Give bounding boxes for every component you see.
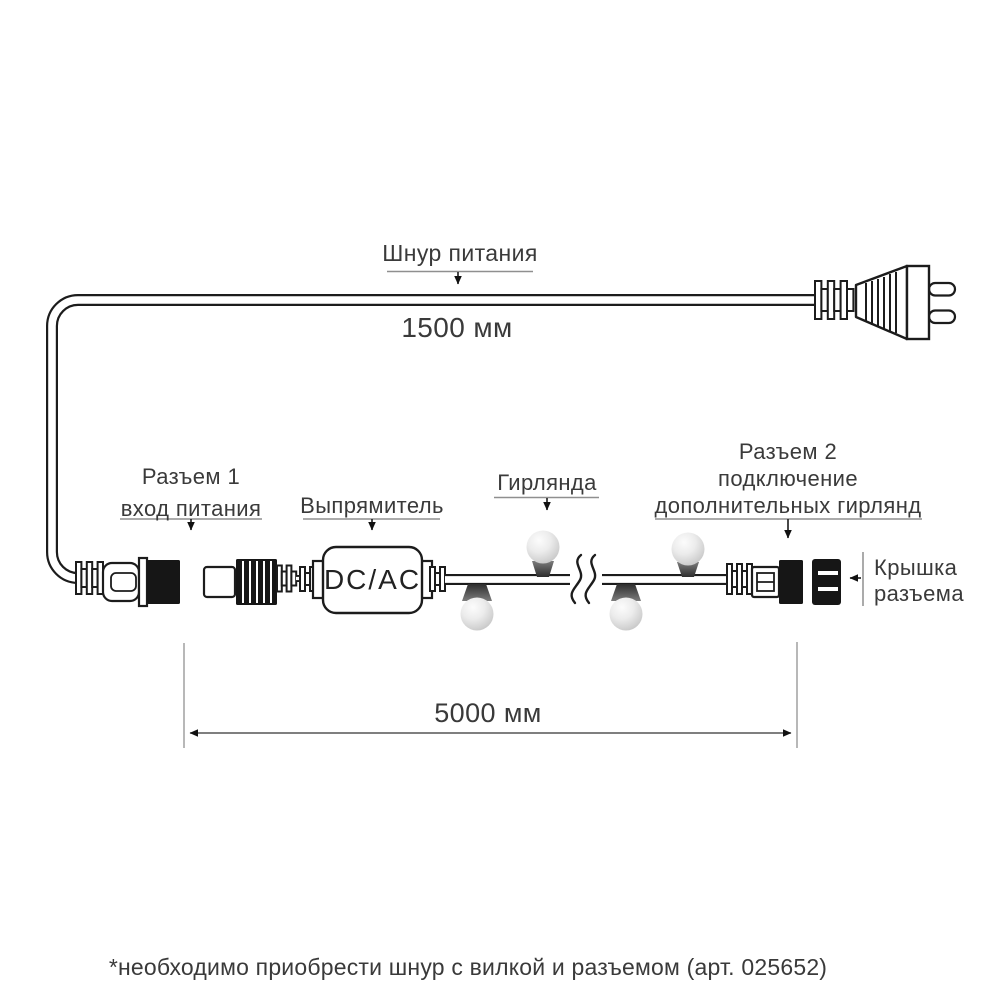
connector2-label-line3: дополнительных гирлянд [654, 493, 922, 518]
rectifier-label: Выпрямитель [300, 493, 444, 518]
bulb-up-1 [527, 531, 560, 578]
garland-length: 5000 мм [434, 698, 542, 728]
power-cord-label: Шнур питания [382, 240, 538, 266]
bulb-up-2 [672, 533, 705, 578]
rectifier-box-text: DC/AC [323, 564, 422, 595]
strain-relief-connector1 [76, 562, 103, 594]
rectifier-box [300, 547, 445, 613]
connector-cap-label [874, 555, 964, 607]
connector1-label-line2: вход питания [120, 496, 262, 521]
connector2-label-line1: Разъем 2 [738, 439, 838, 464]
connector2-label-line2: подключение [718, 466, 858, 491]
connector1-male [204, 559, 302, 605]
power-cord-length: 1500 мм [401, 312, 513, 343]
dimension-5000 [184, 642, 797, 748]
connector1-label [121, 461, 262, 525]
connector1-female [103, 558, 180, 606]
power-plug [815, 266, 955, 339]
cable-break-symbol [570, 555, 602, 603]
bulb-down-1 [461, 584, 494, 631]
plug-prong-top [929, 283, 955, 296]
garland-string [445, 531, 729, 631]
connector-cap-label-line2: разъема [874, 581, 964, 606]
bulb-down-2 [610, 584, 643, 631]
connector-cap [812, 559, 841, 605]
connector1-label-line1: Разъем 1 [141, 464, 241, 489]
garland-label: Гирлянда [497, 470, 597, 495]
connector2-label [654, 438, 921, 519]
connector2 [727, 560, 803, 604]
connector-cap-label-line1: Крышка [874, 555, 958, 580]
footnote: *необходимо приобрести шнур с вилкой и разъемом (арт. 025652) [108, 954, 828, 980]
plug-prong-bottom [929, 311, 955, 324]
